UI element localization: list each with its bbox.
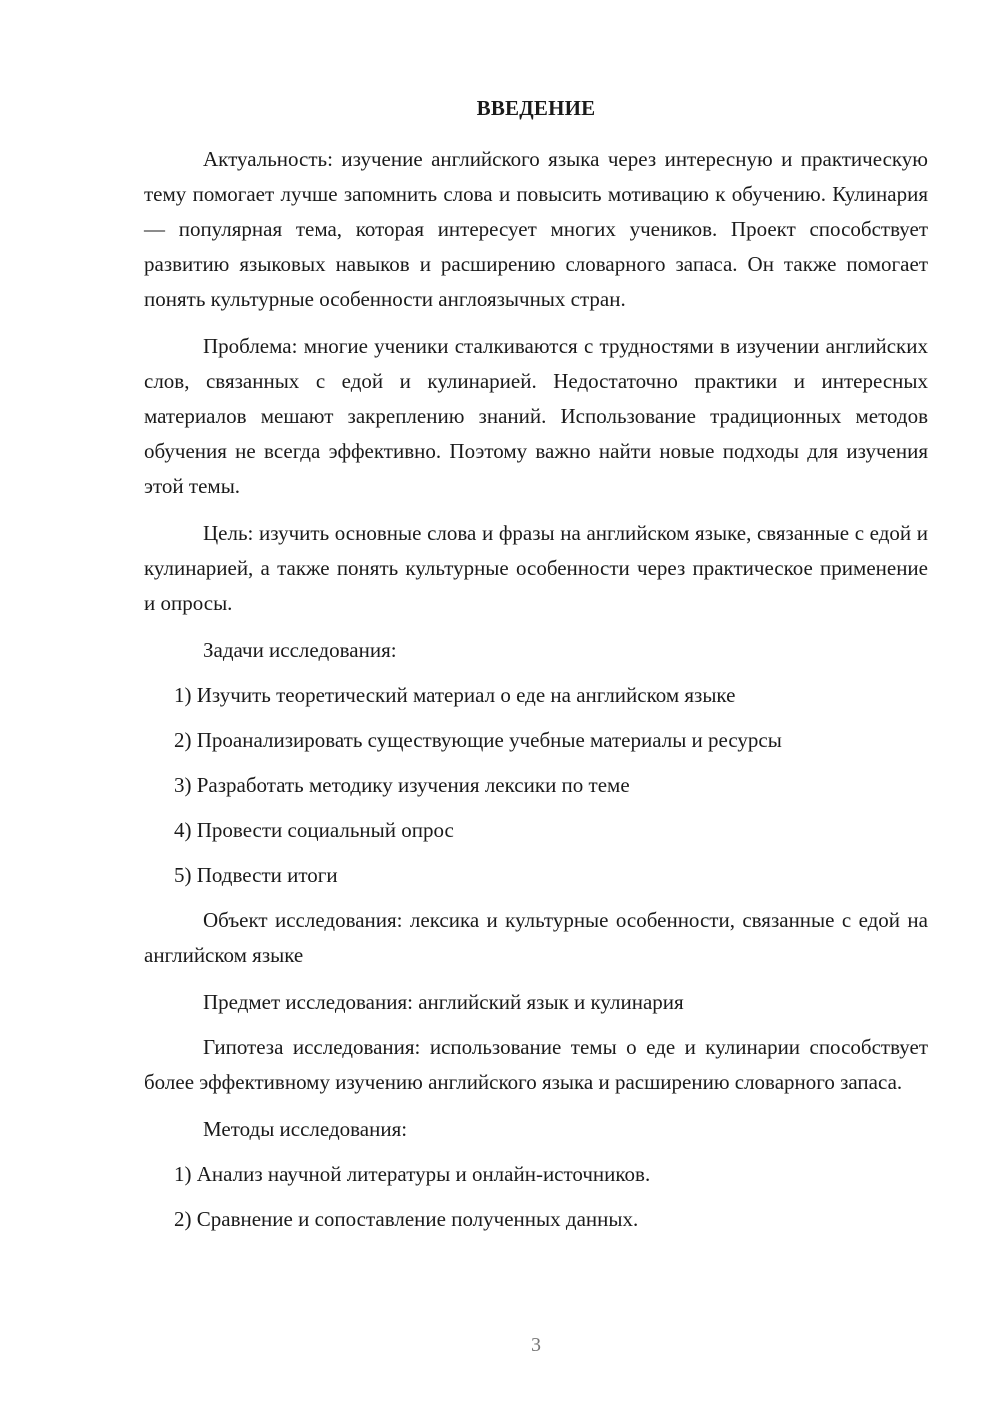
methods-heading: Методы исследования: [203,1117,408,1141]
method-item: 2) Сравнение и сопоставление полученных данных. [174,1207,639,1231]
task-item: 5) Подвести итоги [174,863,338,887]
goal-paragraph: Цель: изучить основные слова и фразы на английском языке, связанные с едой и кулинарией, а также понять культурные особенности через практическое применение и опросы. [144,521,928,615]
method-item: 1) Анализ научной литературы и онлайн-источников. [174,1162,651,1186]
document-body [144,142,928,1247]
page-title: ВВЕДЕНИЕ [476,96,596,120]
problem-paragraph: Проблема: многие ученики сталкиваются с трудностями в изучении английских слов, связанных с едой и кулинарией. Недостаточно практики и интересных материалов мешают закреплению знаний. Использование традиционных методов обучения не всегда эффективно. Поэтому важно найти новые подходы для изучения этой темы. [144,334,928,498]
hypothesis-paragraph: Гипотеза исследования: использование темы о еде и кулинарии способствует более эффективному изучению английского языка и расширению словарного запаса. [144,1035,928,1094]
task-item: 1) Изучить теоретический материал о еде на английском языке [174,683,736,707]
task-item: 2) Проанализировать существующие учебные материалы и ресурсы [174,728,782,752]
tasks-heading: Задачи исследования: [203,638,397,662]
relevance-paragraph: Актуальность: изучение английского языка через интересную и практическую тему помогает лучше запомнить слова и повысить мотивацию к обучению. Кулинария — популярная тема, которая интересует многих учеников. Проект способствует развитию языковых навыков и расширению словарного запаса. Он также помогает понять культурные особенности англоязычных стран. [144,147,928,311]
task-item: 3) Разработать методику изучения лексики по теме [174,773,630,797]
task-item: 4) Провести социальный опрос [174,818,454,842]
page-number: 3 [531,1334,541,1356]
object-paragraph: Объект исследования: лексика и культурные особенности, связанные с едой на английском языке [144,908,928,967]
subject-paragraph: Предмет исследования: английский язык и кулинария [203,990,684,1014]
